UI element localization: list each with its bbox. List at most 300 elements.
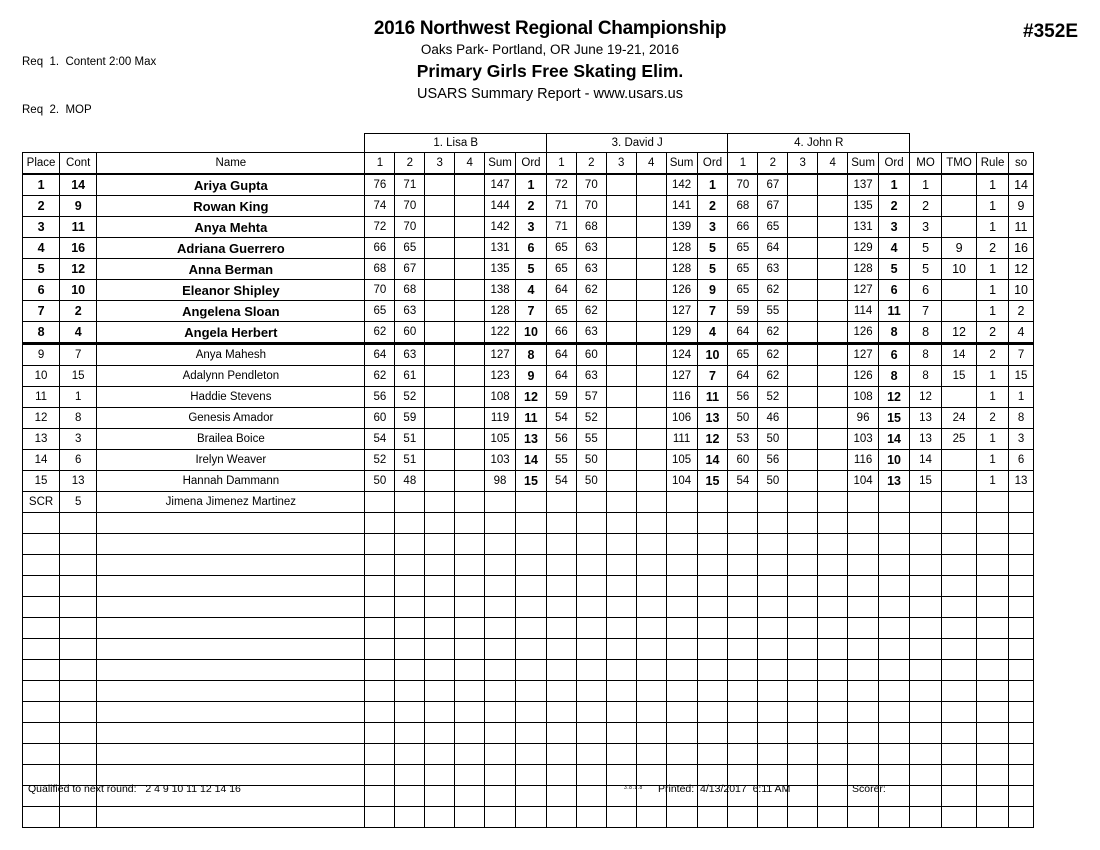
cell-j3-score-3 <box>788 322 818 344</box>
cell-empty <box>395 639 425 660</box>
cell-empty <box>666 555 697 576</box>
cell-cont: 14 <box>60 174 97 196</box>
cell-name: Brailea Boice <box>97 429 365 450</box>
cell-empty <box>666 639 697 660</box>
cell-empty <box>728 744 758 765</box>
cell-j3-score-4 <box>818 174 848 196</box>
cell-j1-score-1: 72 <box>365 217 395 238</box>
cell-j1-score-3 <box>425 387 455 408</box>
cell-empty <box>788 639 818 660</box>
cell-j3-score-4 <box>818 259 848 280</box>
cell-j1-score-1: 60 <box>365 408 395 429</box>
cell-j1-score-2: 51 <box>395 450 425 471</box>
cell-empty <box>848 576 879 597</box>
cell-rule: 1 <box>977 429 1009 450</box>
cell-j1-score-4 <box>455 238 485 259</box>
cell-empty <box>728 702 758 723</box>
cell-j1-ord: 12 <box>516 387 547 408</box>
cell-mo: 7 <box>910 301 942 322</box>
cell-empty <box>728 513 758 534</box>
cell-j2-ord: 11 <box>697 387 728 408</box>
cell-empty <box>485 576 516 597</box>
cell-mo: 5 <box>910 238 942 259</box>
cell-j1-sum <box>485 492 516 513</box>
cell-empty <box>818 723 848 744</box>
cell-empty <box>697 660 728 681</box>
cell-j1-score-2 <box>395 492 425 513</box>
header-tmo: TMO <box>942 153 977 175</box>
cell-empty <box>879 660 910 681</box>
header-j2-score-1: 1 <box>546 153 576 175</box>
cell-j3-ord: 6 <box>879 280 910 301</box>
cell-j2-ord: 7 <box>697 301 728 322</box>
cell-empty <box>606 534 636 555</box>
table-row <box>23 492 1034 513</box>
cell-empty <box>697 723 728 744</box>
cell-empty <box>97 660 365 681</box>
cell-j1-ord: 1 <box>516 174 547 196</box>
cell-j3-score-4 <box>818 322 848 344</box>
cell-empty <box>485 744 516 765</box>
cell-empty <box>977 639 1009 660</box>
header-j1-score-1: 1 <box>365 153 395 175</box>
cell-empty <box>606 807 636 828</box>
cell-j2-sum: 111 <box>666 429 697 450</box>
cell-cont: 15 <box>60 366 97 387</box>
cell-j2-sum: 106 <box>666 408 697 429</box>
cell-name: Hannah Dammann <box>97 471 365 492</box>
cell-empty <box>636 555 666 576</box>
cell-j2-score-4 <box>636 259 666 280</box>
cell-j3-score-4 <box>818 492 848 513</box>
cell-empty <box>455 576 485 597</box>
cell-j2-score-1: 54 <box>546 471 576 492</box>
cell-j3-ord: 1 <box>879 174 910 196</box>
cell-empty <box>516 681 547 702</box>
cell-empty <box>97 639 365 660</box>
cell-j3-score-2: 50 <box>758 471 788 492</box>
organization-line: USARS Summary Report - www.usars.us <box>417 86 683 102</box>
cell-j1-score-4 <box>455 174 485 196</box>
footer <box>22 783 1034 801</box>
cell-place: 9 <box>23 344 60 366</box>
requirement-line-1: Req 1. Content 2:00 Max <box>22 56 157 68</box>
cell-j2-score-4 <box>636 471 666 492</box>
cell-j3-score-3 <box>788 492 818 513</box>
cell-j3-score-4 <box>818 196 848 217</box>
cell-j1-score-3 <box>425 196 455 217</box>
cell-tmo: 14 <box>942 344 977 366</box>
cell-empty <box>425 618 455 639</box>
cell-j3-score-4 <box>818 471 848 492</box>
cell-empty <box>942 744 977 765</box>
cell-empty <box>97 534 365 555</box>
cell-so: 2 <box>1009 301 1034 322</box>
cell-mo: 13 <box>910 429 942 450</box>
cell-j3-sum: 116 <box>848 450 879 471</box>
cell-j2-score-3 <box>606 408 636 429</box>
cell-empty <box>425 681 455 702</box>
cell-empty <box>788 534 818 555</box>
cell-j1-score-2: 59 <box>395 408 425 429</box>
cell-empty <box>666 807 697 828</box>
cell-empty <box>546 534 576 555</box>
cell-j2-score-2: 50 <box>576 450 606 471</box>
cell-j2-score-3 <box>606 301 636 322</box>
cell-empty <box>818 744 848 765</box>
table-row <box>23 217 1034 238</box>
cell-empty <box>97 744 365 765</box>
cell-j1-score-4 <box>455 259 485 280</box>
cell-j3-score-2: 56 <box>758 450 788 471</box>
cell-empty <box>546 576 576 597</box>
cell-j1-sum: 138 <box>485 280 516 301</box>
cell-j2-ord: 3 <box>697 217 728 238</box>
cell-j1-score-1: 56 <box>365 387 395 408</box>
cell-empty <box>788 702 818 723</box>
cell-empty <box>942 702 977 723</box>
cell-empty <box>576 618 606 639</box>
cell-empty <box>758 618 788 639</box>
cell-empty <box>455 618 485 639</box>
cell-empty <box>546 681 576 702</box>
cell-j1-score-2: 63 <box>395 301 425 322</box>
cell-j3-score-3 <box>788 301 818 322</box>
cell-j1-ord: 7 <box>516 301 547 322</box>
cell-empty <box>546 513 576 534</box>
cell-j3-score-4 <box>818 238 848 259</box>
cell-j1-score-3 <box>425 238 455 259</box>
cell-cont: 12 <box>60 259 97 280</box>
cell-empty <box>516 660 547 681</box>
cell-empty <box>23 660 60 681</box>
cell-j2-ord <box>697 492 728 513</box>
cell-j3-sum: 108 <box>848 387 879 408</box>
header-j2-ord: Ord <box>697 153 728 175</box>
table-row-empty <box>23 576 1034 597</box>
cell-empty <box>425 576 455 597</box>
cell-mo: 6 <box>910 280 942 301</box>
cell-empty <box>395 660 425 681</box>
cell-empty <box>818 660 848 681</box>
cell-mo: 8 <box>910 366 942 387</box>
cell-empty <box>23 702 60 723</box>
cell-j2-sum: 129 <box>666 322 697 344</box>
cell-j2-score-3 <box>606 344 636 366</box>
cell-empty <box>516 723 547 744</box>
cell-j1-score-4 <box>455 366 485 387</box>
cell-j2-score-3 <box>606 217 636 238</box>
header-cont: Cont <box>60 153 97 175</box>
cell-mo <box>910 492 942 513</box>
cell-j3-score-1: 65 <box>728 259 758 280</box>
cell-j1-score-1: 62 <box>365 322 395 344</box>
cell-j1-score-4 <box>455 492 485 513</box>
cell-j3-sum: 128 <box>848 259 879 280</box>
cell-j1-score-3 <box>425 301 455 322</box>
cell-empty <box>977 807 1009 828</box>
cell-rule: 2 <box>977 322 1009 344</box>
cell-j2-score-4 <box>636 450 666 471</box>
cell-empty <box>910 660 942 681</box>
cell-empty <box>23 555 60 576</box>
cell-empty <box>977 576 1009 597</box>
cell-j2-sum: 127 <box>666 301 697 322</box>
page-title: 2016 Northwest Regional Championship <box>373 18 727 39</box>
cell-j1-ord: 13 <box>516 429 547 450</box>
cell-cont: 6 <box>60 450 97 471</box>
cell-empty <box>788 513 818 534</box>
cell-empty <box>606 723 636 744</box>
cell-empty <box>23 534 60 555</box>
cell-place: 13 <box>23 429 60 450</box>
cell-empty <box>425 702 455 723</box>
cell-tmo: 12 <box>942 322 977 344</box>
cell-name: Irelyn Weaver <box>97 450 365 471</box>
cell-j1-score-4 <box>455 217 485 238</box>
cell-j3-score-2 <box>758 492 788 513</box>
cell-empty <box>576 807 606 828</box>
cell-rule: 2 <box>977 408 1009 429</box>
cell-empty <box>23 639 60 660</box>
cell-empty <box>395 807 425 828</box>
cell-empty <box>516 639 547 660</box>
cell-j1-score-2: 51 <box>395 429 425 450</box>
cell-empty <box>516 744 547 765</box>
cell-empty <box>455 660 485 681</box>
cell-empty <box>942 639 977 660</box>
cell-j3-score-2: 55 <box>758 301 788 322</box>
cell-j2-score-3 <box>606 387 636 408</box>
table-row-empty <box>23 513 1034 534</box>
cell-empty <box>97 723 365 744</box>
header-j2-score-4: 4 <box>636 153 666 175</box>
header-j3-score-4: 4 <box>818 153 848 175</box>
cell-name: Anya Mahesh <box>97 344 365 366</box>
cell-tmo: 9 <box>942 238 977 259</box>
cell-so: 10 <box>1009 280 1034 301</box>
cell-cont: 16 <box>60 238 97 259</box>
cell-j1-ord: 2 <box>516 196 547 217</box>
cell-empty <box>60 744 97 765</box>
cell-empty <box>516 597 547 618</box>
cell-j2-score-2: 62 <box>576 280 606 301</box>
cell-so: 12 <box>1009 259 1034 280</box>
cell-j2-score-4 <box>636 408 666 429</box>
cell-empty <box>788 807 818 828</box>
header-name: Name <box>97 153 365 175</box>
cell-empty <box>666 513 697 534</box>
cell-empty <box>485 660 516 681</box>
cell-empty <box>697 534 728 555</box>
venue-subtitle: Oaks Park- Portland, OR June 19-21, 2016 <box>420 42 680 57</box>
cell-empty <box>425 744 455 765</box>
cell-place: 15 <box>23 471 60 492</box>
cell-j2-ord: 15 <box>697 471 728 492</box>
cell-j3-sum: 103 <box>848 429 879 450</box>
cell-empty <box>636 681 666 702</box>
cell-j3-score-4 <box>818 450 848 471</box>
cell-j2-score-1 <box>546 492 576 513</box>
cell-j3-score-2: 46 <box>758 408 788 429</box>
cell-j3-sum: 127 <box>848 280 879 301</box>
cell-j2-ord: 13 <box>697 408 728 429</box>
cell-empty <box>697 597 728 618</box>
cell-j3-sum: 96 <box>848 408 879 429</box>
cell-j2-ord: 9 <box>697 280 728 301</box>
cell-place: SCR <box>23 492 60 513</box>
cell-empty <box>848 807 879 828</box>
cell-j2-sum: 139 <box>666 217 697 238</box>
cell-j3-score-1: 70 <box>728 174 758 196</box>
cell-empty <box>758 723 788 744</box>
cell-j2-score-4 <box>636 366 666 387</box>
cell-j3-ord: 5 <box>879 259 910 280</box>
cell-empty <box>576 702 606 723</box>
cell-empty <box>758 555 788 576</box>
cell-empty <box>365 702 395 723</box>
cell-j1-score-1: 74 <box>365 196 395 217</box>
cell-empty <box>728 807 758 828</box>
cell-j3-score-3 <box>788 471 818 492</box>
table-row <box>23 238 1034 259</box>
cell-j3-sum: 131 <box>848 217 879 238</box>
cell-so: 13 <box>1009 471 1034 492</box>
cell-name: Jimena Jimenez Martinez <box>97 492 365 513</box>
cell-empty <box>977 555 1009 576</box>
cell-j1-score-3 <box>425 280 455 301</box>
cell-empty <box>977 681 1009 702</box>
cell-empty <box>636 534 666 555</box>
cell-empty <box>576 639 606 660</box>
cell-j3-score-4 <box>818 366 848 387</box>
cell-empty <box>942 576 977 597</box>
cell-j1-score-1: 62 <box>365 366 395 387</box>
cell-rule: 1 <box>977 280 1009 301</box>
cell-empty <box>942 807 977 828</box>
cell-rule: 1 <box>977 450 1009 471</box>
cell-j2-ord: 5 <box>697 238 728 259</box>
cell-empty <box>758 639 788 660</box>
cell-empty <box>455 681 485 702</box>
cell-place: 7 <box>23 301 60 322</box>
cell-j2-ord: 7 <box>697 366 728 387</box>
column-header-row <box>23 153 1034 175</box>
cell-j2-sum: 126 <box>666 280 697 301</box>
table-row <box>23 196 1034 217</box>
cell-tmo <box>942 387 977 408</box>
cell-empty <box>788 597 818 618</box>
cell-j1-score-2: 70 <box>395 217 425 238</box>
cell-empty <box>848 660 879 681</box>
cell-empty <box>1009 639 1034 660</box>
cell-cont: 5 <box>60 492 97 513</box>
cell-tmo <box>942 450 977 471</box>
cell-empty <box>728 723 758 744</box>
cell-empty <box>666 702 697 723</box>
cell-empty <box>60 702 97 723</box>
results-table-body <box>23 134 1034 828</box>
cell-j3-score-3 <box>788 344 818 366</box>
cell-empty <box>576 513 606 534</box>
cell-empty <box>1009 807 1034 828</box>
cell-empty <box>728 576 758 597</box>
cell-j3-ord: 8 <box>879 366 910 387</box>
cell-empty <box>365 723 395 744</box>
cell-empty <box>485 807 516 828</box>
cell-place: 10 <box>23 366 60 387</box>
cell-empty <box>910 618 942 639</box>
cell-empty <box>818 597 848 618</box>
cell-empty <box>636 744 666 765</box>
cell-empty <box>977 618 1009 639</box>
cell-j2-score-1: 66 <box>546 322 576 344</box>
cell-empty <box>516 807 547 828</box>
cell-empty <box>636 618 666 639</box>
cell-tmo: 10 <box>942 259 977 280</box>
cell-empty <box>879 597 910 618</box>
cell-j3-score-1: 64 <box>728 366 758 387</box>
cell-empty <box>23 744 60 765</box>
cell-j3-score-1 <box>728 492 758 513</box>
table-row <box>23 301 1034 322</box>
cell-empty <box>365 555 395 576</box>
cell-empty <box>977 744 1009 765</box>
cell-empty <box>365 639 395 660</box>
cell-empty <box>910 723 942 744</box>
cell-j1-sum: 122 <box>485 322 516 344</box>
cell-so: 3 <box>1009 429 1034 450</box>
cell-mo: 1 <box>910 174 942 196</box>
header-j2-score-2: 2 <box>576 153 606 175</box>
cell-j3-score-2: 67 <box>758 174 788 196</box>
cell-empty <box>758 534 788 555</box>
cell-empty <box>455 555 485 576</box>
cell-so <box>1009 492 1034 513</box>
cell-empty <box>697 807 728 828</box>
cell-empty <box>425 597 455 618</box>
cell-j1-ord: 4 <box>516 280 547 301</box>
cell-j3-ord: 8 <box>879 322 910 344</box>
cell-rule: 1 <box>977 301 1009 322</box>
cell-empty <box>485 618 516 639</box>
cell-empty <box>879 702 910 723</box>
cell-empty <box>546 702 576 723</box>
cell-mo: 8 <box>910 344 942 366</box>
results-table <box>22 133 1034 828</box>
cell-empty <box>758 513 788 534</box>
cell-empty <box>485 597 516 618</box>
cell-empty <box>60 723 97 744</box>
cell-place: 3 <box>23 217 60 238</box>
cell-j2-ord: 2 <box>697 196 728 217</box>
cell-empty <box>910 513 942 534</box>
header-mo: MO <box>910 153 942 175</box>
table-row <box>23 429 1034 450</box>
cell-empty <box>23 723 60 744</box>
header-rule: Rule <box>977 153 1009 175</box>
cell-empty <box>728 597 758 618</box>
cell-empty <box>395 513 425 534</box>
table-row <box>23 280 1034 301</box>
cell-j2-score-4 <box>636 174 666 196</box>
cell-empty <box>1009 534 1034 555</box>
cell-j3-ord <box>879 492 910 513</box>
header-j3-score-3: 3 <box>788 153 818 175</box>
cell-so: 6 <box>1009 450 1034 471</box>
cell-empty <box>758 807 788 828</box>
cell-empty <box>879 639 910 660</box>
